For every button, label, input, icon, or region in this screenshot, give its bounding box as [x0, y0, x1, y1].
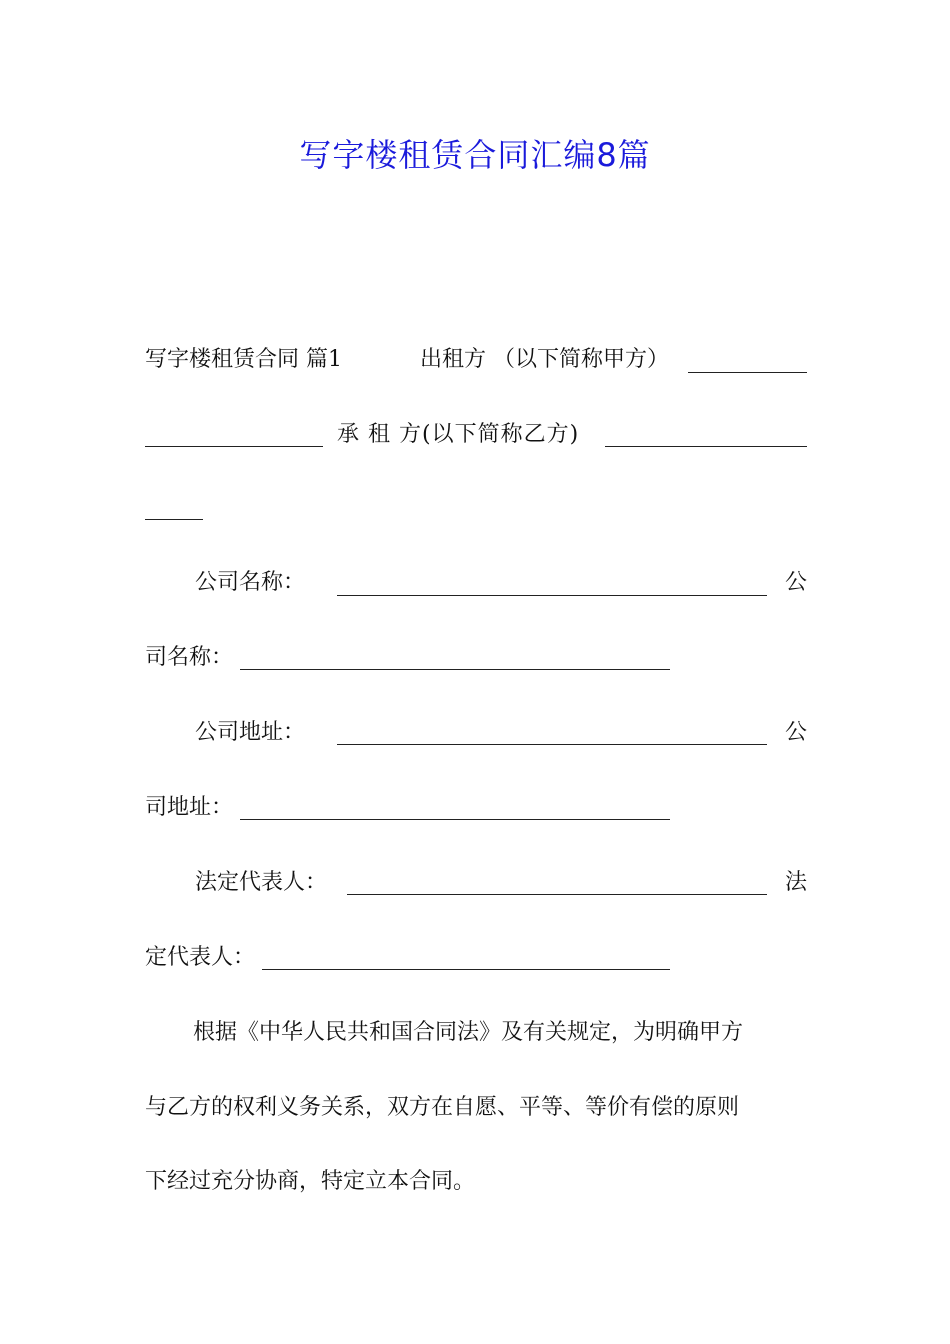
- company-name-wrap-rest: 司名称：: [145, 645, 234, 670]
- paragraph-line-1: 根据《中华人民共和国合同法》及有关规定，为明确甲方: [193, 1020, 744, 1045]
- company-address-blank-b: [240, 819, 670, 820]
- lessor-blank: [688, 372, 807, 373]
- legal-rep-blank-a: [347, 894, 767, 895]
- lessor-blank-continued: [145, 446, 323, 447]
- paragraph-line-3: 下经过充分协商，特定立本合同。: [145, 1169, 476, 1194]
- lessee-label: 承 租 方(以下简称乙方): [337, 422, 580, 447]
- lessee-blank: [605, 446, 807, 447]
- legal-rep-wrap-start: 法: [785, 870, 808, 895]
- document-title: 写字楼租赁合同汇编8篇: [299, 136, 651, 174]
- company-name-blank-b: [240, 669, 670, 670]
- legal-rep-label: 法定代表人：: [195, 870, 328, 895]
- company-address-blank-a: [337, 744, 767, 745]
- section-heading: 写字楼租赁合同 篇1: [145, 347, 342, 372]
- company-address-wrap-start: 公: [785, 720, 808, 745]
- company-name-blank-a: [337, 595, 767, 596]
- company-name-label: 公司名称：: [195, 570, 306, 595]
- company-address-wrap-rest: 司地址：: [145, 795, 234, 820]
- legal-rep-blank-b: [262, 969, 670, 970]
- legal-rep-wrap-rest: 定代表人：: [145, 945, 256, 970]
- paragraph-line-2: 与乙方的权利义务关系，双方在自愿、平等、等价有偿的原则: [145, 1095, 740, 1120]
- company-name-wrap-start: 公: [785, 570, 808, 595]
- lessor-label: 出租方 （以下简称甲方）: [420, 347, 669, 372]
- company-address-label: 公司地址：: [195, 720, 306, 745]
- lessee-blank-continued: [145, 519, 203, 520]
